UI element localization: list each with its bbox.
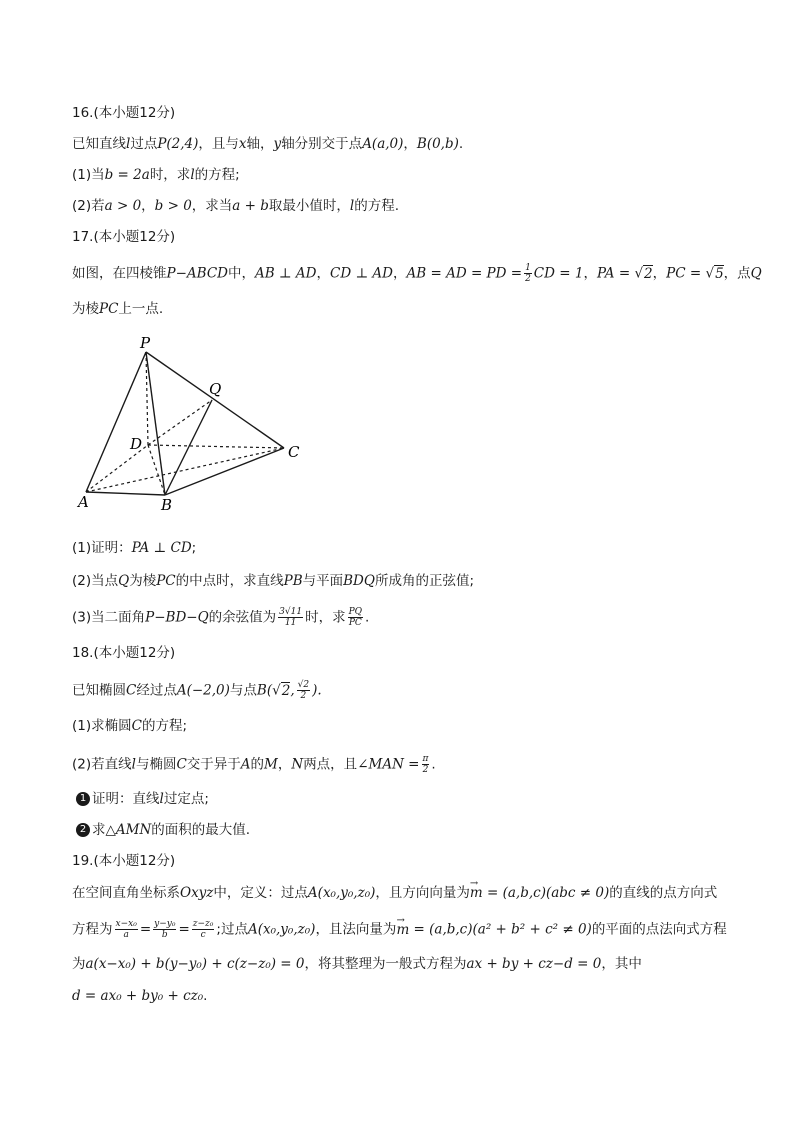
math: y: [273, 136, 282, 152]
text: 经过点: [136, 682, 177, 699]
text: 过定点;: [163, 791, 209, 807]
math: CD ⊥ AD: [330, 265, 394, 282]
math: b > 0: [154, 198, 192, 214]
text: 为: [72, 956, 86, 972]
text: (2)若: [72, 198, 105, 214]
math: ).: [312, 682, 322, 699]
math: l: [159, 791, 164, 807]
text: 的: [250, 756, 265, 773]
text: 的方程;: [141, 718, 188, 734]
radicand: 5: [715, 265, 724, 282]
math: PC: [99, 301, 119, 317]
text: ，: [652, 265, 667, 282]
text: ，: [403, 136, 417, 152]
text: (1)证明：: [72, 540, 132, 556]
text: (1)求椭圆: [72, 718, 132, 734]
text: 的余弦值为: [208, 609, 277, 626]
math: Q: [750, 265, 762, 282]
text: ，: [141, 198, 155, 214]
math: P(2,4): [157, 136, 199, 152]
text: (1)当: [72, 167, 105, 183]
math: BDQ: [343, 573, 375, 589]
math: = (a,b,c)(abc ≠ 0): [482, 885, 610, 901]
denominator: PC: [348, 618, 362, 628]
text: ，且法向量为: [315, 921, 397, 938]
text: ;过点: [216, 921, 248, 938]
text: 的平面的点法向式方程: [591, 921, 727, 938]
text: 中，: [227, 265, 255, 282]
math: ∠MAN =: [357, 756, 420, 773]
q19-line2: [72, 919, 727, 940]
text: 已知直线: [72, 136, 126, 152]
fraction: [297, 680, 310, 701]
math: Oxyz: [180, 885, 214, 901]
math: =: [139, 921, 152, 938]
math: A(x₀,y₀,z₀): [247, 921, 316, 938]
math: = (a,b,c)(a² + b² + c² ≠ 0): [409, 921, 592, 938]
text: 证明：直线: [92, 791, 160, 807]
text: ，其中: [601, 956, 642, 972]
text: ，: [277, 756, 292, 773]
text: 两点，且: [303, 756, 358, 773]
numerator: π: [422, 754, 429, 764]
text: 上一点.: [118, 301, 164, 317]
vector-m: → m: [470, 883, 483, 903]
text: 在空间直角坐标系: [72, 885, 180, 901]
denominator: 2: [300, 691, 307, 701]
q17-header: 17.(本小题12分): [72, 229, 176, 245]
text: 时，求: [305, 609, 346, 626]
math: ,: [290, 682, 295, 699]
denominator: 2: [422, 765, 429, 775]
text: 为棱: [129, 573, 157, 589]
text: 的面积的最大值.: [151, 822, 251, 838]
text: (2)当点: [72, 573, 119, 589]
fraction: [115, 919, 138, 940]
text: 方程为: [72, 921, 113, 938]
math: PA ⊥ CD: [131, 540, 192, 556]
q17-stem-line2: [72, 299, 163, 319]
q18-sub2: [76, 820, 250, 840]
text: 过点: [130, 136, 158, 152]
q17-stem: [72, 263, 762, 284]
math: PC: [156, 573, 176, 589]
q18-part1: [72, 716, 187, 736]
q16-part2: [72, 196, 399, 216]
denominator: b: [161, 930, 168, 940]
numerator: √2: [297, 680, 310, 690]
text: 轴，: [246, 136, 274, 152]
math: △AMN: [105, 822, 152, 838]
q16-stem: [72, 134, 463, 154]
text: 的方程.: [354, 198, 400, 214]
q19-header: 19.(本小题12分): [72, 853, 176, 869]
denominator: c: [200, 930, 206, 940]
math: P−ABCD: [166, 265, 228, 282]
denominator: 2: [525, 274, 531, 284]
text: .: [203, 988, 208, 1004]
math: l: [349, 198, 355, 214]
edge-pa: [86, 352, 146, 492]
edge-bc: [165, 448, 284, 495]
vector-m: → m: [396, 920, 409, 940]
math: A(x₀,y₀,z₀): [307, 885, 376, 901]
q16-header: 16.(本小题12分): [72, 105, 176, 121]
edge-pb: [146, 352, 165, 495]
math: PA =: [596, 265, 635, 282]
text: 为棱: [72, 301, 99, 317]
text: 时，求: [149, 167, 191, 183]
pyramid-figure: [72, 332, 312, 512]
fraction: [192, 919, 215, 940]
text: 交于异于: [186, 756, 241, 773]
q17-part1: [72, 538, 196, 558]
q17-part2: [72, 571, 474, 591]
math: ax + by + cz−d = 0: [466, 956, 602, 972]
q18-sub1: [76, 789, 209, 809]
text: ，: [316, 265, 330, 282]
edge-ab: [86, 492, 165, 495]
sqrt: √2: [634, 265, 653, 282]
text: ，求当: [191, 198, 233, 214]
text: 求: [92, 822, 106, 838]
text: .: [458, 136, 464, 152]
math: d = ax₀ + by₀ + cz₀: [72, 988, 204, 1004]
math: B(: [256, 682, 273, 699]
numerator: 1: [525, 263, 531, 273]
circled-number: 1: [76, 792, 90, 806]
label-B: B: [161, 496, 173, 512]
math: PC =: [666, 265, 706, 282]
math: a > 0: [104, 198, 142, 214]
q17-part3: [72, 607, 369, 628]
numerator: z−z₀: [192, 919, 214, 929]
text: 与平面: [302, 573, 344, 589]
text: .: [365, 609, 370, 626]
math: PB: [283, 573, 303, 589]
text: .: [431, 756, 436, 773]
math: AB = AD = PD =: [406, 265, 523, 282]
fraction: [524, 263, 532, 284]
numerator: PQ: [348, 607, 363, 617]
math: CD = 1: [533, 265, 584, 282]
text: 的直线的点方向式: [609, 885, 718, 901]
math: AB ⊥ AD: [254, 265, 317, 282]
math: Q: [118, 573, 130, 589]
q19-line3: [72, 954, 642, 974]
radicand: 2: [281, 682, 291, 699]
math: x: [238, 136, 247, 152]
text: (2)若直线: [72, 756, 132, 773]
text: ，将其整理为一般式方程为: [304, 956, 467, 972]
text: 所成角的正弦值;: [374, 573, 475, 589]
text: 与点: [229, 682, 257, 699]
fraction: [153, 919, 176, 940]
text: ;: [191, 540, 197, 556]
math: A(a,0): [362, 136, 404, 152]
text: 取最小值时，: [268, 198, 350, 214]
label-A: A: [78, 493, 89, 511]
text: 已知椭圆: [72, 682, 126, 699]
text: 轴分别交于点: [281, 136, 363, 152]
text: ，且与: [198, 136, 239, 152]
circled-number: 2: [76, 823, 90, 837]
label-D: D: [130, 435, 143, 453]
text: 与椭圆: [135, 756, 177, 773]
math: b = 2a: [104, 167, 150, 183]
text: 的方程;: [194, 167, 240, 183]
text: ，点: [723, 265, 751, 282]
text: ，: [583, 265, 597, 282]
math: M: [264, 756, 278, 773]
math: A: [240, 756, 251, 773]
q18-stem: [72, 680, 322, 701]
text: 中，定义：过点: [213, 885, 308, 901]
edge-bq: [165, 400, 212, 495]
fraction: [422, 754, 430, 775]
math: l: [131, 756, 136, 773]
math: P−BD−Q: [145, 609, 209, 626]
math: C: [176, 756, 187, 773]
math: C: [131, 718, 142, 734]
fraction: [278, 607, 303, 628]
math: a(x−x₀) + b(y−y₀) + c(z−z₀) = 0: [85, 956, 305, 972]
q18-header: 18.(本小题12分): [72, 645, 176, 661]
numerator: y−y₀: [154, 919, 176, 929]
text: 的中点时，求直线: [175, 573, 284, 589]
math: B(0,b): [416, 136, 459, 152]
q18-part2: [72, 754, 436, 775]
edge-db: [148, 445, 165, 495]
q19-line4: [72, 986, 207, 1006]
text: ，且方向向量为: [375, 885, 470, 901]
denominator: a: [123, 930, 129, 940]
math: N: [291, 756, 304, 773]
math: l: [190, 167, 195, 183]
math: a + b: [232, 198, 269, 214]
denominator: 11: [284, 618, 297, 628]
math: l: [126, 136, 131, 152]
label-C: C: [288, 443, 300, 461]
edge-pc: [146, 352, 284, 448]
q16-part1: [72, 165, 240, 185]
label-Q: Q: [209, 380, 222, 398]
edge-dc: [148, 445, 284, 448]
math: C: [126, 682, 137, 699]
math: =: [178, 921, 190, 938]
text: ，: [393, 265, 407, 282]
sqrt: √2: [272, 682, 291, 699]
fraction: [348, 607, 363, 628]
q19-line1: [72, 883, 717, 903]
sqrt: √5: [705, 265, 724, 282]
text: 如图，在四棱锥: [72, 265, 167, 282]
radicand: 2: [644, 265, 653, 282]
math: A(−2,0): [176, 682, 230, 699]
numerator: 3√11: [279, 607, 303, 617]
label-P: P: [140, 334, 151, 352]
numerator: x−x₀: [115, 919, 137, 929]
text: (3)当二面角: [72, 609, 146, 626]
